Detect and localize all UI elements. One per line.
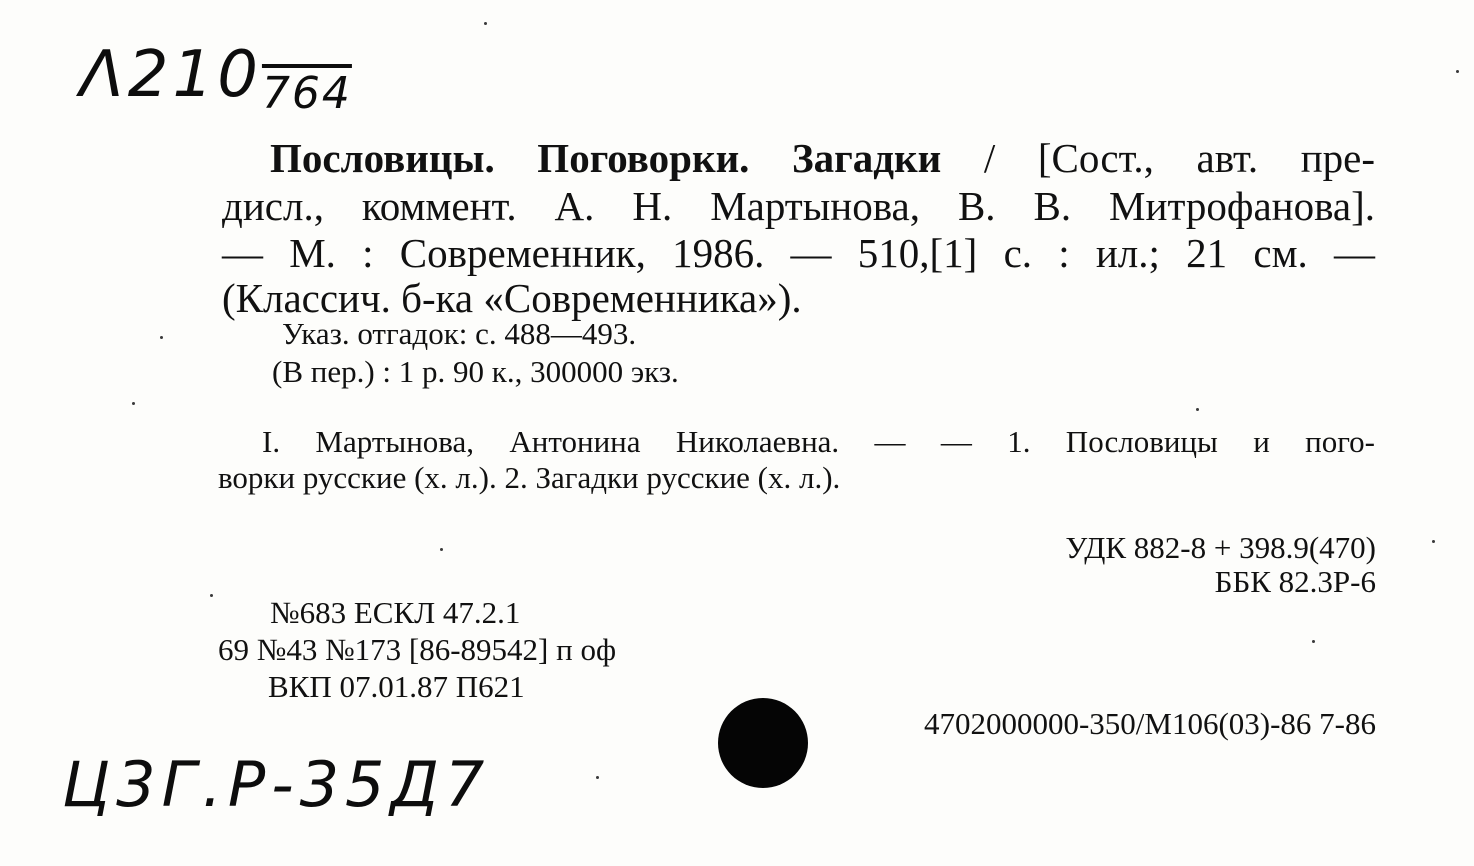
entry-series-line: (Классич. б-ка «Современника»). (222, 275, 802, 321)
scan-speck (210, 594, 213, 597)
book-code: 4702000000-350/М106(03)-86 7-86 (923, 706, 1376, 741)
note-price-print-run: (В пер.) : 1 р. 90 к., 300000 экз. (272, 354, 679, 389)
entry-line-2: дисл., коммент. А. Н. Мартынова, В. В. Митрофанова]. (222, 183, 1375, 229)
udk-classification: УДК 882-8 + 398.9(470) (1065, 530, 1376, 565)
entry-responsibility: / [Сост., авт. пре- (941, 135, 1376, 181)
tracing-line-2: ворки русские (х. л.). 2. Загадки русские (х. л.). (218, 460, 841, 495)
entry-title: Пословицы. Поговорки. Загадки (270, 135, 942, 181)
entry-imprint-line: — М. : Современник, 1986. — 510,[1] с. : ил.; 21 см. — (222, 230, 1375, 276)
scan-speck (1432, 540, 1435, 543)
scan-speck (440, 548, 443, 551)
shelfmark-main: Λ210 (80, 38, 262, 112)
scan-speck (1312, 640, 1315, 643)
order-line-3: ВКП 07.01.87 П621 (268, 669, 525, 704)
scan-speck (160, 336, 163, 339)
scan-speck (596, 776, 599, 779)
scan-speck (132, 402, 135, 405)
order-line-1: №683 ЕСКЛ 47.2.1 (270, 595, 521, 630)
shelfmark-superscript: 764 (261, 68, 352, 119)
tracing-line-1: I. Мартынова, Антонина Николаевна. — — 1. Пословицы и пого- (262, 424, 1375, 459)
order-line-2: 69 №43 №173 [86-89542] п оф (218, 632, 617, 667)
punch-hole (718, 698, 808, 788)
handwritten-shelfmark-bottom: Ц3Г.Р-35Д7 (62, 748, 491, 821)
scan-speck (484, 22, 487, 25)
scan-speck (1456, 70, 1459, 73)
bbk-classification: ББК 82.3Р-6 (1214, 564, 1376, 599)
scan-speck (1196, 408, 1199, 411)
handwritten-shelfmark-top (80, 38, 352, 119)
entry-title-line (270, 135, 1376, 181)
note-riddle-index: Указ. отгадок: с. 488—493. (282, 316, 637, 351)
